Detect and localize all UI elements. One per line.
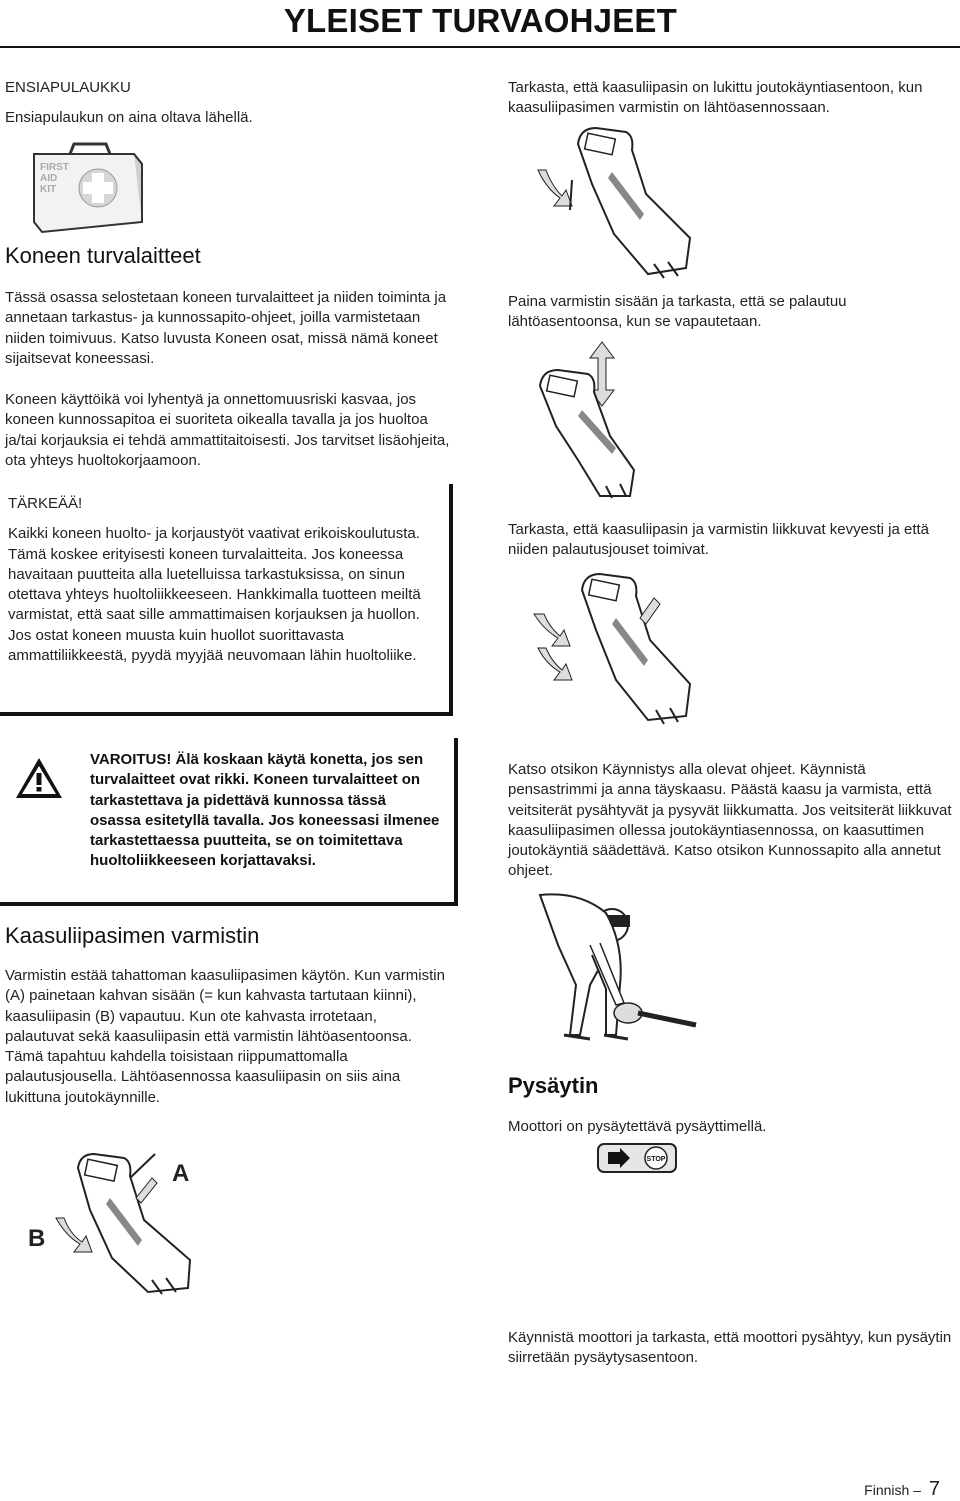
- footer-dash: –: [913, 1482, 921, 1498]
- check-3: [508, 520, 953, 561]
- kit-label-line-1: FIRST: [40, 162, 69, 173]
- check-2: [508, 292, 953, 333]
- kit-label-line-3: KIT: [40, 184, 57, 195]
- safety-devices-para-1: Tässä osassa selostetaan koneen turvalaitteet ja niiden toiminta ja annetaan tarkastus- ja kunnossapito-ohjeet, joilla varmistetaan niiden toimivuus. Katso luvusta Koneen osat, missä nämä koneet sijaitsevat koneessasi.: [5, 289, 447, 367]
- stop-switch-check: [508, 1328, 953, 1369]
- warning-box: [0, 738, 458, 906]
- throttle-lock-section: [5, 923, 450, 1108]
- footer-language: Finnish: [864, 1482, 910, 1498]
- check-3-text: Tarkasta, että kaasuliipasin ja varmistin liikkuvat kevyesti ja että niiden palautusjouset toimivat.: [508, 521, 930, 559]
- kit-label-line-2: AID: [40, 173, 58, 184]
- stop-switch-section: [508, 1073, 953, 1137]
- throttle-lock-heading: Kaasuliipasimen varmistin: [5, 923, 260, 948]
- check-2-text: Paina varmistin sisään ja tarkasta, että se palautuu lähtöasentoonsa, kun se vapautetaan.: [508, 293, 847, 331]
- warning-text: VAROITUS! Älä koskaan käytä konetta, jos sen turvalaitteet ovat rikki. Koneen turvalaitteet on tarkastettava ja pidettävä kunnossa tässä osassa esitetyllä tavalla. Jos koneessasi ilmenee tarkastettaessa puutteita, se on toimitettava huoltoliikkeeseen korjattavaksi.: [90, 751, 440, 870]
- safety-devices-section: [5, 243, 450, 471]
- label-a: A: [172, 1160, 190, 1187]
- important-heading: TÄRKEÄÄ!: [8, 495, 83, 512]
- check-1: [508, 78, 953, 119]
- throttle-lock-text: Varmistin estää tahattoman kaasuliipasimen käytön. Kun varmistin (A) painetaan kahvan sisään (= kun kahvasta tartutaan kiinni), kaasuliipasin (B) vapautuu. Kun ote kahvasta irrotetaan, palautuvat sekä kaasuliipasin että varmistin lähtöasentoonsa. Tämä tapahtuu kahdella toisistaan riippumattomalla palautusjousella. Lähtöasennossa kaasuliipasin on siis aina lukittuna joutokäynnille.: [5, 967, 445, 1106]
- stop-switch-illustration: [596, 1140, 686, 1176]
- handle-illustration-2: [530, 340, 690, 500]
- safety-devices-para-2: Koneen käyttöikä voi lyhentyä ja onnettomuusriski kasvaa, jos koneen kunnossapitoa ei suoriteta oikealla tavalla ja jos huoltoa ja/tai korjauksia ei tehdä ammattitaitoisesti. Jos tarvitset lisäohjeita, ota yhteys huoltokorjaamoon.: [5, 391, 450, 470]
- check-4-text: Katso otsikon Käynnistys alla olevat ohjeet. Käynnistä pensastrimmi ja anna täyskaasu. Päästä kaasu ja varmista, että veitsiterät pysähtyvät ja pysyvät liikkumatta. Jos veitsiterät liikkuvat kaasuliipasimen ollessa joutokäyntiasennossa, on kaasuttimen joutokäyntiä säädettävä. Katso otsikon Kunnossapito alla annetut ohjeet.: [508, 761, 952, 880]
- first-aid-text: Ensiapulaukun on aina oltava lähellä.: [5, 109, 253, 127]
- first-aid-heading: ENSIAPULAUKKU: [5, 79, 131, 96]
- label-b: B: [28, 1225, 46, 1252]
- handle-illustration-1: [530, 118, 710, 288]
- safety-devices-heading: Koneen turvalaitteet: [5, 243, 201, 268]
- page-header: [0, 0, 960, 44]
- page-number: 7: [928, 1478, 940, 1500]
- stop-switch-text-2: Käynnistä moottori ja tarkasta, että moottori pysähtyy, kun pysäytin siirretään pysäytysasentoon.: [508, 1329, 952, 1367]
- throttle-handle-illustration: [20, 1140, 240, 1300]
- stop-label: STOP: [646, 1156, 666, 1163]
- handle-illustration-3: [530, 568, 710, 733]
- important-notice-box: [0, 484, 453, 716]
- check-1-text: Tarkasta, että kaasuliipasin on lukittu joutokäyntiasentoon, kun kaasuliipasimen varmistin on lähtöasennossaan.: [508, 79, 923, 117]
- check-4: [508, 760, 953, 882]
- header-rule: [0, 46, 960, 48]
- operator-with-hedge-trimmer-illustration: [520, 885, 710, 1055]
- page-title: YLEISET TURVAOHJEET: [283, 2, 677, 39]
- first-aid-section: [5, 78, 445, 129]
- stop-switch-text: Moottori on pysäytettävä pysäyttimellä.: [508, 1118, 767, 1135]
- important-text: Kaikki koneen huolto- ja korjaustyöt vaativat erikoiskoulutusta. Tämä koskee erityisesti koneen turvalaitteita. Jos koneessa havaitaan puutteita alla luetelluissa tarkastuksissa, on sinun otettava yhteys huoltoliikkeeseen. Hankkimalla tuotteen meiltä varmistat, että saat sille ammattimaisen korjauksen ja huollon. Jos ostat koneen muusta kuin huollot suorittavasta ammattiliikkeestä, pyydä myyjää neuvomaan lähin huoltoliike.: [8, 525, 421, 665]
- stop-switch-heading: Pysäytin: [508, 1073, 599, 1098]
- first-aid-kit-illustration: [28, 140, 148, 236]
- warning-triangle-icon: [14, 756, 64, 800]
